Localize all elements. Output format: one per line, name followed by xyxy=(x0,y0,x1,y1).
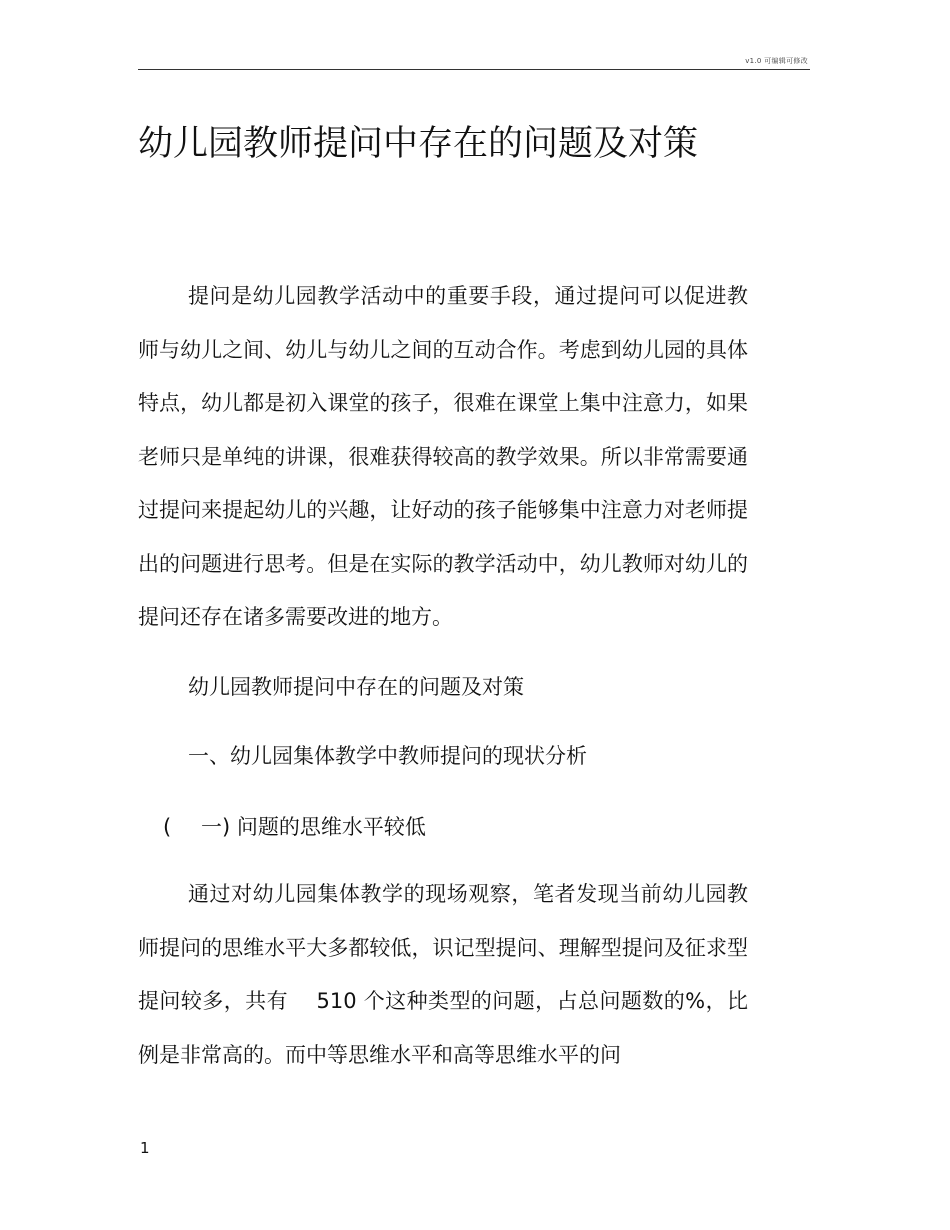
subsection-heading-text: 一) 问题的思维水平较低 xyxy=(201,815,426,839)
repeated-title-line: 幼儿园教师提问中存在的问题及对策 xyxy=(188,675,524,699)
header-divider xyxy=(138,69,810,70)
intro-paragraph: 提问是幼儿园教学活动中的重要手段，通过提问可以促进教师与幼儿之间、幼儿与幼儿之间的互动合作。考虑到幼儿园的具体特点，幼儿都是初入课堂的孩子，很难在课堂上集中注意力，如果老师只是单纯的讲课，很难获得较高的教学效果。所以非常需要通过提问来提起幼儿的兴趣，让好动的孩子能够集中注意力对老师提出的问题进行思考。但是在实际的教学活动中，幼儿教师对幼儿的提问还存在诸多需要改进的地方。 xyxy=(138,284,748,629)
subsection-open-paren: ( xyxy=(163,815,172,839)
body-paragraph: 通过对幼儿园集体教学的现场观察，笔者发现当前幼儿园教师提问的思维水平大多都较低，识记型提问、理解型提问及征求型提问较多，共有 510 个这种类型的问题，占总问题数的%，比例是非常高的。而中等思维水平和高等思维水平的问 xyxy=(138,882,748,1067)
section-heading: 一、幼儿园集体教学中教师提问的现状分析 xyxy=(188,744,587,768)
header-version-note: v1.0 可编辑可修改 xyxy=(745,57,808,65)
subsection-heading xyxy=(163,812,426,842)
page-number: 1 xyxy=(140,1139,150,1157)
document-title: 幼儿园教师提问中存在的问题及对策 xyxy=(138,124,699,164)
